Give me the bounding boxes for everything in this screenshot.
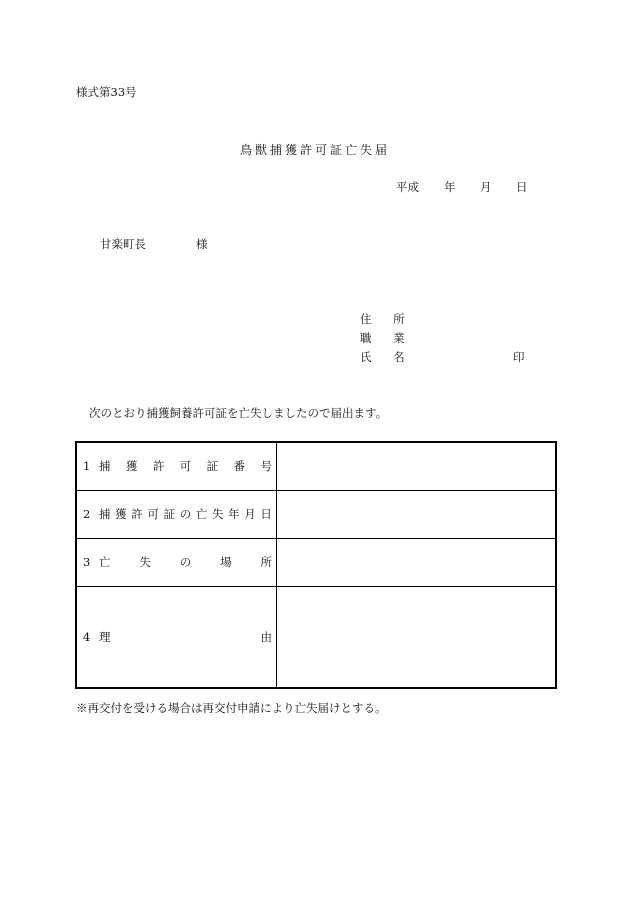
row-label: 亡 失 の 場 所: [99, 555, 272, 569]
row-label-cell: [76, 442, 277, 490]
statement: 次のとおり捕獲飼養許可証を亡失しましたので届出ます。: [89, 406, 388, 420]
table-row: [76, 442, 556, 490]
row-label-cell: [76, 490, 277, 538]
row-number: 3: [83, 555, 91, 569]
row-value-cell[interactable]: [277, 442, 557, 490]
row-label-cell: [76, 586, 277, 688]
table-row: [76, 490, 556, 538]
row-value-cell[interactable]: [277, 586, 557, 688]
date-month: 月: [480, 180, 492, 194]
name-label: 氏 名: [360, 350, 414, 364]
occupation-label: 職 業: [360, 331, 414, 345]
row-number: 2: [83, 507, 91, 521]
row-label: 捕 獲 許 可 証 の 亡 失 年 月 日: [99, 507, 272, 521]
document-title: 鳥獣捕獲許可証亡失届: [239, 143, 390, 157]
report-table: [75, 441, 557, 689]
date-day: 日: [516, 180, 528, 194]
row-value-cell[interactable]: [277, 490, 557, 538]
footnote: ※再交付を受ける場合は再交付申請により亡失届けとする。: [76, 701, 387, 715]
date-year: 年: [444, 180, 456, 194]
row-value-cell[interactable]: [277, 538, 557, 586]
seal-mark: 印: [513, 350, 525, 364]
row-label-cell: [76, 538, 277, 586]
row-number: 1: [83, 459, 91, 474]
row-number: 4: [83, 629, 91, 644]
address-label: 住 所: [360, 312, 414, 326]
row-label: 捕 獲 許 可 証 番 号: [99, 459, 272, 474]
date-era: 平成: [396, 180, 419, 194]
form-number: 様式第33号: [76, 85, 137, 99]
addressee-honorific: 様: [196, 237, 208, 251]
row-label: 理 由: [99, 629, 272, 644]
table-row: [76, 586, 556, 688]
addressee-name: 甘楽町長: [100, 237, 146, 251]
table-row: [76, 538, 556, 586]
